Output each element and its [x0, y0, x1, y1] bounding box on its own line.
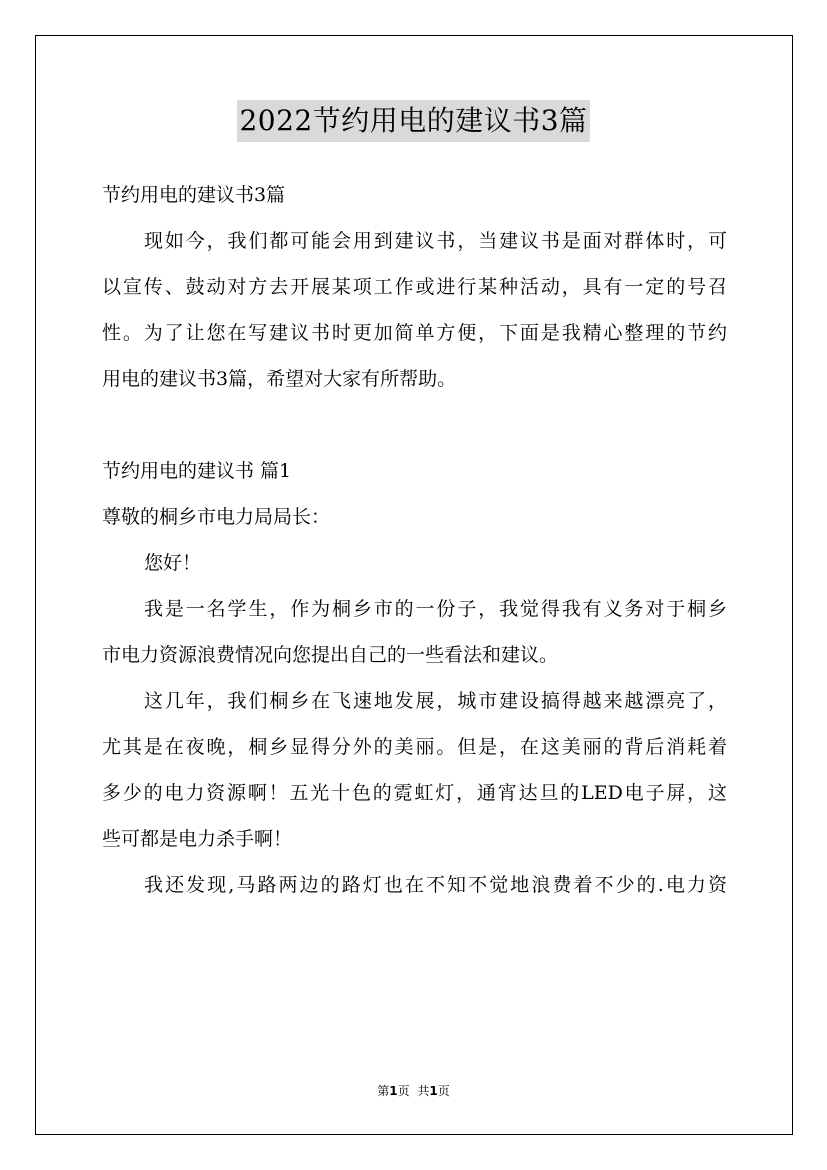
page-footer [0, 1083, 827, 1099]
para1-line-2: 市电力资源浪费情况向您提出自己的一些看法和建议。 [102, 644, 559, 666]
para2-line-1: 这几年，我们桐乡在飞速地发展，城市建设搞得越来越漂亮了， [144, 690, 727, 712]
intro-line-1: 现如今，我们都可能会用到建议书，当建议书是面对群体时，可 [144, 230, 727, 252]
section-heading: 节约用电的建议书 篇1 [102, 460, 292, 482]
document-body [102, 172, 727, 908]
title-container [0, 100, 827, 142]
footer-page-number: 1 [389, 1084, 398, 1098]
document-title: 2022节约用电的建议书3篇 [237, 100, 589, 142]
para2-line-4: 些可都是电力杀手啊！ [102, 828, 293, 850]
footer-total-number: 1 [429, 1084, 438, 1098]
para2-line-2: 尤其是在夜晚，桐乡显得分外的美丽。但是，在这美丽的背后消耗着 [102, 736, 727, 758]
intro-line-2: 以宣传、鼓动对方去开展某项工作或进行某种活动，具有一定的号召 [102, 276, 727, 298]
footer-total-label: 共 [417, 1084, 430, 1098]
salutation: 尊敬的桐乡市电力局局长： [102, 506, 331, 528]
subtitle: 节约用电的建议书3篇 [102, 184, 286, 206]
para1-line-1: 我是一名学生，作为桐乡市的一份子，我觉得我有义务对于桐乡 [144, 598, 727, 620]
intro-line-3: 性。为了让您在写建议书时更加简单方便，下面是我精心整理的节约 [102, 322, 727, 344]
footer-page-unit: 页 [397, 1084, 410, 1098]
intro-line-4: 用电的建议书3篇，希望对大家有所帮助。 [102, 368, 457, 390]
para2-line-3: 多少的电力资源啊！五光十色的霓虹灯，通宵达旦的LED电子屏，这 [102, 782, 727, 804]
greeting: 您好！ [144, 552, 202, 574]
spacer [102, 402, 727, 448]
footer-page-label: 第 [377, 1084, 390, 1098]
para3-line-1: 我还发现,马路两边的路灯也在不知不觉地浪费着不少的.电力资 [144, 874, 727, 896]
footer-total-unit: 页 [437, 1084, 450, 1098]
